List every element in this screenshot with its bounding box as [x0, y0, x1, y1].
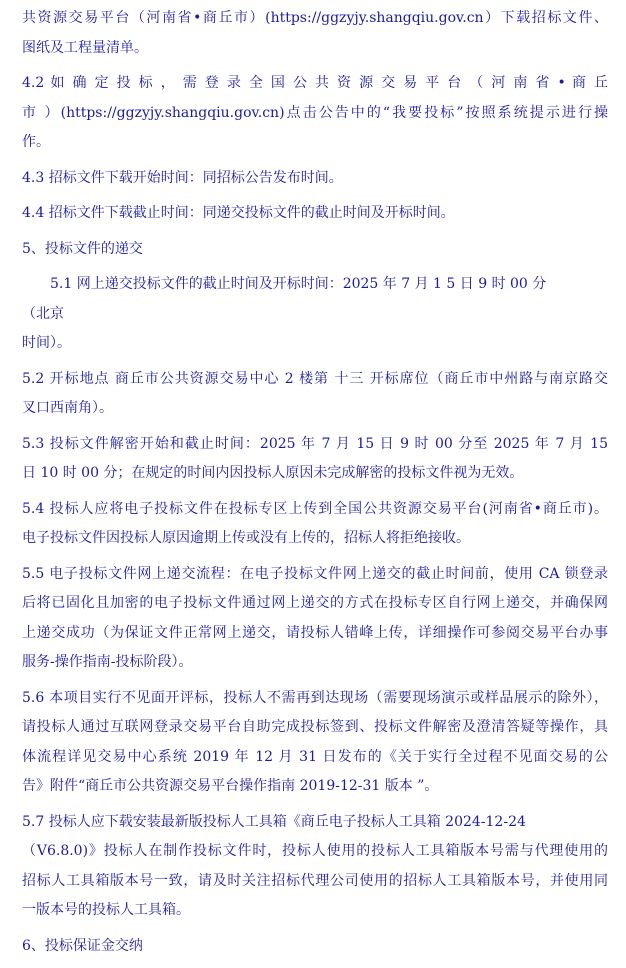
- section-5-1-line: 5.1 网上递交投标文件的截止时间及开标时间：2025 年 7 月 1 5 日 9 时 00 分: [50, 276, 547, 292]
- section-4-4-line: 4.4 招标文件下载截止时间：同递交投标文件的截止时间及开标时间。: [22, 205, 455, 221]
- text-line: 图纸及工程量清单。: [22, 39, 148, 56]
- text-line: 作。: [22, 134, 50, 150]
- section-5-2-line: 5.2 开标地点 商丘市公共资源交易中心 2 楼第 十三 开标席位（商丘市中州路与南京路交: [22, 370, 608, 387]
- text-line: 告》附件“商丘市公共资源交易平台操作指南 2019-12-31 版本 ”。: [22, 778, 439, 794]
- text-line: 时间）。: [22, 335, 71, 351]
- section-5-6-line: 5.6 本项目实行不见面开评标，投标人不需再到达现场（需要现场演示或样品展示的除外），: [22, 689, 608, 706]
- text-line: 体流程详见交易中心系统 2019 年 12 月 31 日发布的《关于实行全过程不见面交易的公: [22, 748, 608, 765]
- section-5-4-line: 5.4 投标人应将电子投标文件在投标专区上传到全国公共资源交易平台(河南省•商丘市)。: [22, 500, 608, 517]
- text-line: 招标人工具箱版本号一致，请及时关注招标代理公司使用的招标人工具箱版本号，并使用同: [22, 872, 608, 889]
- text-line: 共资源交易平台（河南省•商丘市）(https://ggzyjy.shangqiu.gov.cn）下载招标文件、: [22, 10, 608, 26]
- text-line: 服务-操作指南-投标阶段）。: [22, 654, 193, 670]
- text-line: （V6.8.0)》投标人在制作投标文件时，投标人使用的投标人工具箱版本号需与代理使用的: [22, 843, 608, 859]
- document-page: [22, 4, 608, 961]
- section-4-3-line: 4.3 招标文件下载开始时间：同招标公告发布时间。: [22, 169, 343, 186]
- section-5-5-line: 5.5 电子投标文件网上递交流程：在电子投标文件网上递交的截止时间前，使用 CA 锁登录: [22, 565, 608, 582]
- section-4-2-line: 4.2 如 确 定 投 标 ， 需 登 录 全 国 公 共 资 源 交 易 平 台 （ 河 南 省 • 商 丘: [22, 75, 608, 91]
- section-6-heading: 6、投标保证金交纳: [22, 937, 143, 954]
- text-line: 一版本号的投标人工具箱。: [22, 902, 190, 918]
- text-line: （北京: [22, 305, 64, 322]
- text-line: 日 10 时 00 分；在规定的时间内因投标人原因未完成解密的投标文件视为无效。: [22, 465, 524, 481]
- text-line: 上递交成功（为保证文件正常网上递交，请投标人错峰上传，详细操作可参阅交易平台办事: [22, 624, 608, 641]
- section-5-3-line: 5.3 投标文件解密开始和截止时间：2025 年 7 月 15 日 9 时 00 分至 2025 年 7 月 15: [22, 435, 608, 452]
- text-line: 电子投标文件因投标人原因逾期上传或没有上传的，招标人将拒绝接收。: [22, 530, 470, 546]
- section-5-7-line: 5.7 投标人应下载安装最新版投标人工具箱《商丘电子投标人工具箱 2024-12-24: [22, 813, 526, 830]
- section-5-heading: 5、投标文件的递交: [22, 240, 143, 257]
- text-line: 叉口西南角）。: [22, 400, 113, 416]
- text-line: 请投标人通过互联网登录交易平台自助完成投标签到、投标文件解密及澄清答疑等操作，具: [22, 719, 608, 735]
- text-line: 市 ）(https://ggzyjy.shangqiu.gov.cn)点击公告中的“我要投标”按照系统提示进行操: [22, 104, 608, 121]
- text-line: 后将已固化且加密的电子投标文件通过网上递交的方式在投标专区自行网上递交，并确保网: [22, 595, 608, 611]
